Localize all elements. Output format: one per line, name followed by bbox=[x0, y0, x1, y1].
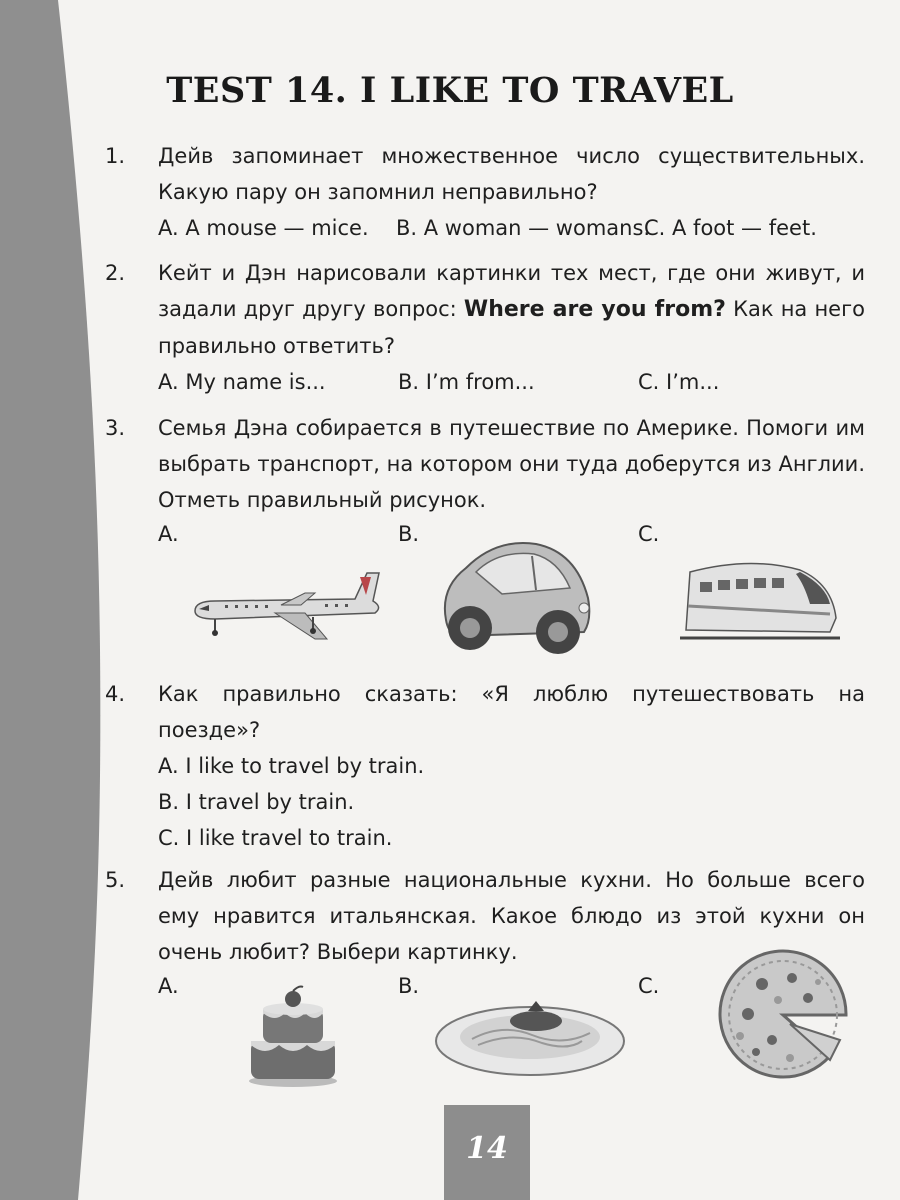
page-title: TEST 14. I LIKE TO TRAVEL bbox=[166, 70, 734, 111]
image-label-b: B. bbox=[398, 522, 420, 546]
cake-icon[interactable] bbox=[245, 985, 341, 1089]
option-c[interactable]: C. I like travel to train. bbox=[158, 826, 393, 850]
question-number: 4. bbox=[105, 682, 126, 706]
image-label-a: A. bbox=[158, 522, 179, 546]
option-a[interactable]: A. A mouse — mice. bbox=[158, 216, 369, 240]
image-label-a: A. bbox=[158, 974, 179, 998]
image-label-b: B. bbox=[398, 974, 420, 998]
question-text: Семья Дэна собирается в путешествие по Америке. Помоги им выбрать транспорт, на котором они туда доберутся из Англии. Отметь правильный рисунок. bbox=[158, 416, 865, 512]
page-number-tab bbox=[444, 1105, 530, 1200]
train-icon[interactable] bbox=[680, 558, 840, 644]
image-label-c: C. bbox=[638, 974, 660, 998]
question-3 bbox=[105, 410, 865, 518]
option-a[interactable]: A. My name is... bbox=[158, 370, 326, 394]
question-number: 2. bbox=[105, 261, 126, 285]
option-b[interactable]: B. A woman — womans. bbox=[396, 216, 651, 240]
question-2 bbox=[105, 255, 865, 400]
question-4 bbox=[105, 676, 865, 856]
option-a[interactable]: A. I like to travel by train. bbox=[158, 754, 425, 778]
car-icon[interactable] bbox=[436, 528, 596, 660]
spaghetti-icon[interactable] bbox=[432, 995, 628, 1079]
airplane-icon[interactable] bbox=[185, 565, 385, 645]
question-text: Как правильно сказать: «Я люблю путешествовать на поезде»? bbox=[158, 682, 865, 742]
question-text: Дейв любит разные национальные кухни. Но больше всего ему нравится итальянская. Какое блюдо из этой кухни он очень любит? Выбери картинку. bbox=[158, 868, 865, 964]
question-text: Кейт и Дэн нарисовали картинки тех мест, где они живут, и задали друг другу вопрос: Where are you from? Как на него правильно ответить? bbox=[158, 261, 865, 358]
question-text: Дейв запоминает множественное число существительных. Какую пару он запомнил неправильно? bbox=[158, 144, 865, 204]
question-number: 3. bbox=[105, 416, 126, 440]
question-number: 1. bbox=[105, 144, 126, 168]
page-number: 14 bbox=[466, 1131, 508, 1166]
question-1 bbox=[105, 138, 865, 246]
question-emphasis: Where are you from? bbox=[463, 297, 726, 322]
option-c[interactable]: C. I’m... bbox=[638, 370, 720, 394]
question-number: 5. bbox=[105, 868, 126, 892]
option-b[interactable]: B. I’m from... bbox=[398, 370, 535, 394]
image-label-c: C. bbox=[638, 522, 660, 546]
pizza-icon[interactable] bbox=[712, 944, 854, 1086]
option-c[interactable]: C. A foot — feet. bbox=[644, 216, 817, 240]
option-b[interactable]: B. I travel by train. bbox=[158, 790, 355, 814]
